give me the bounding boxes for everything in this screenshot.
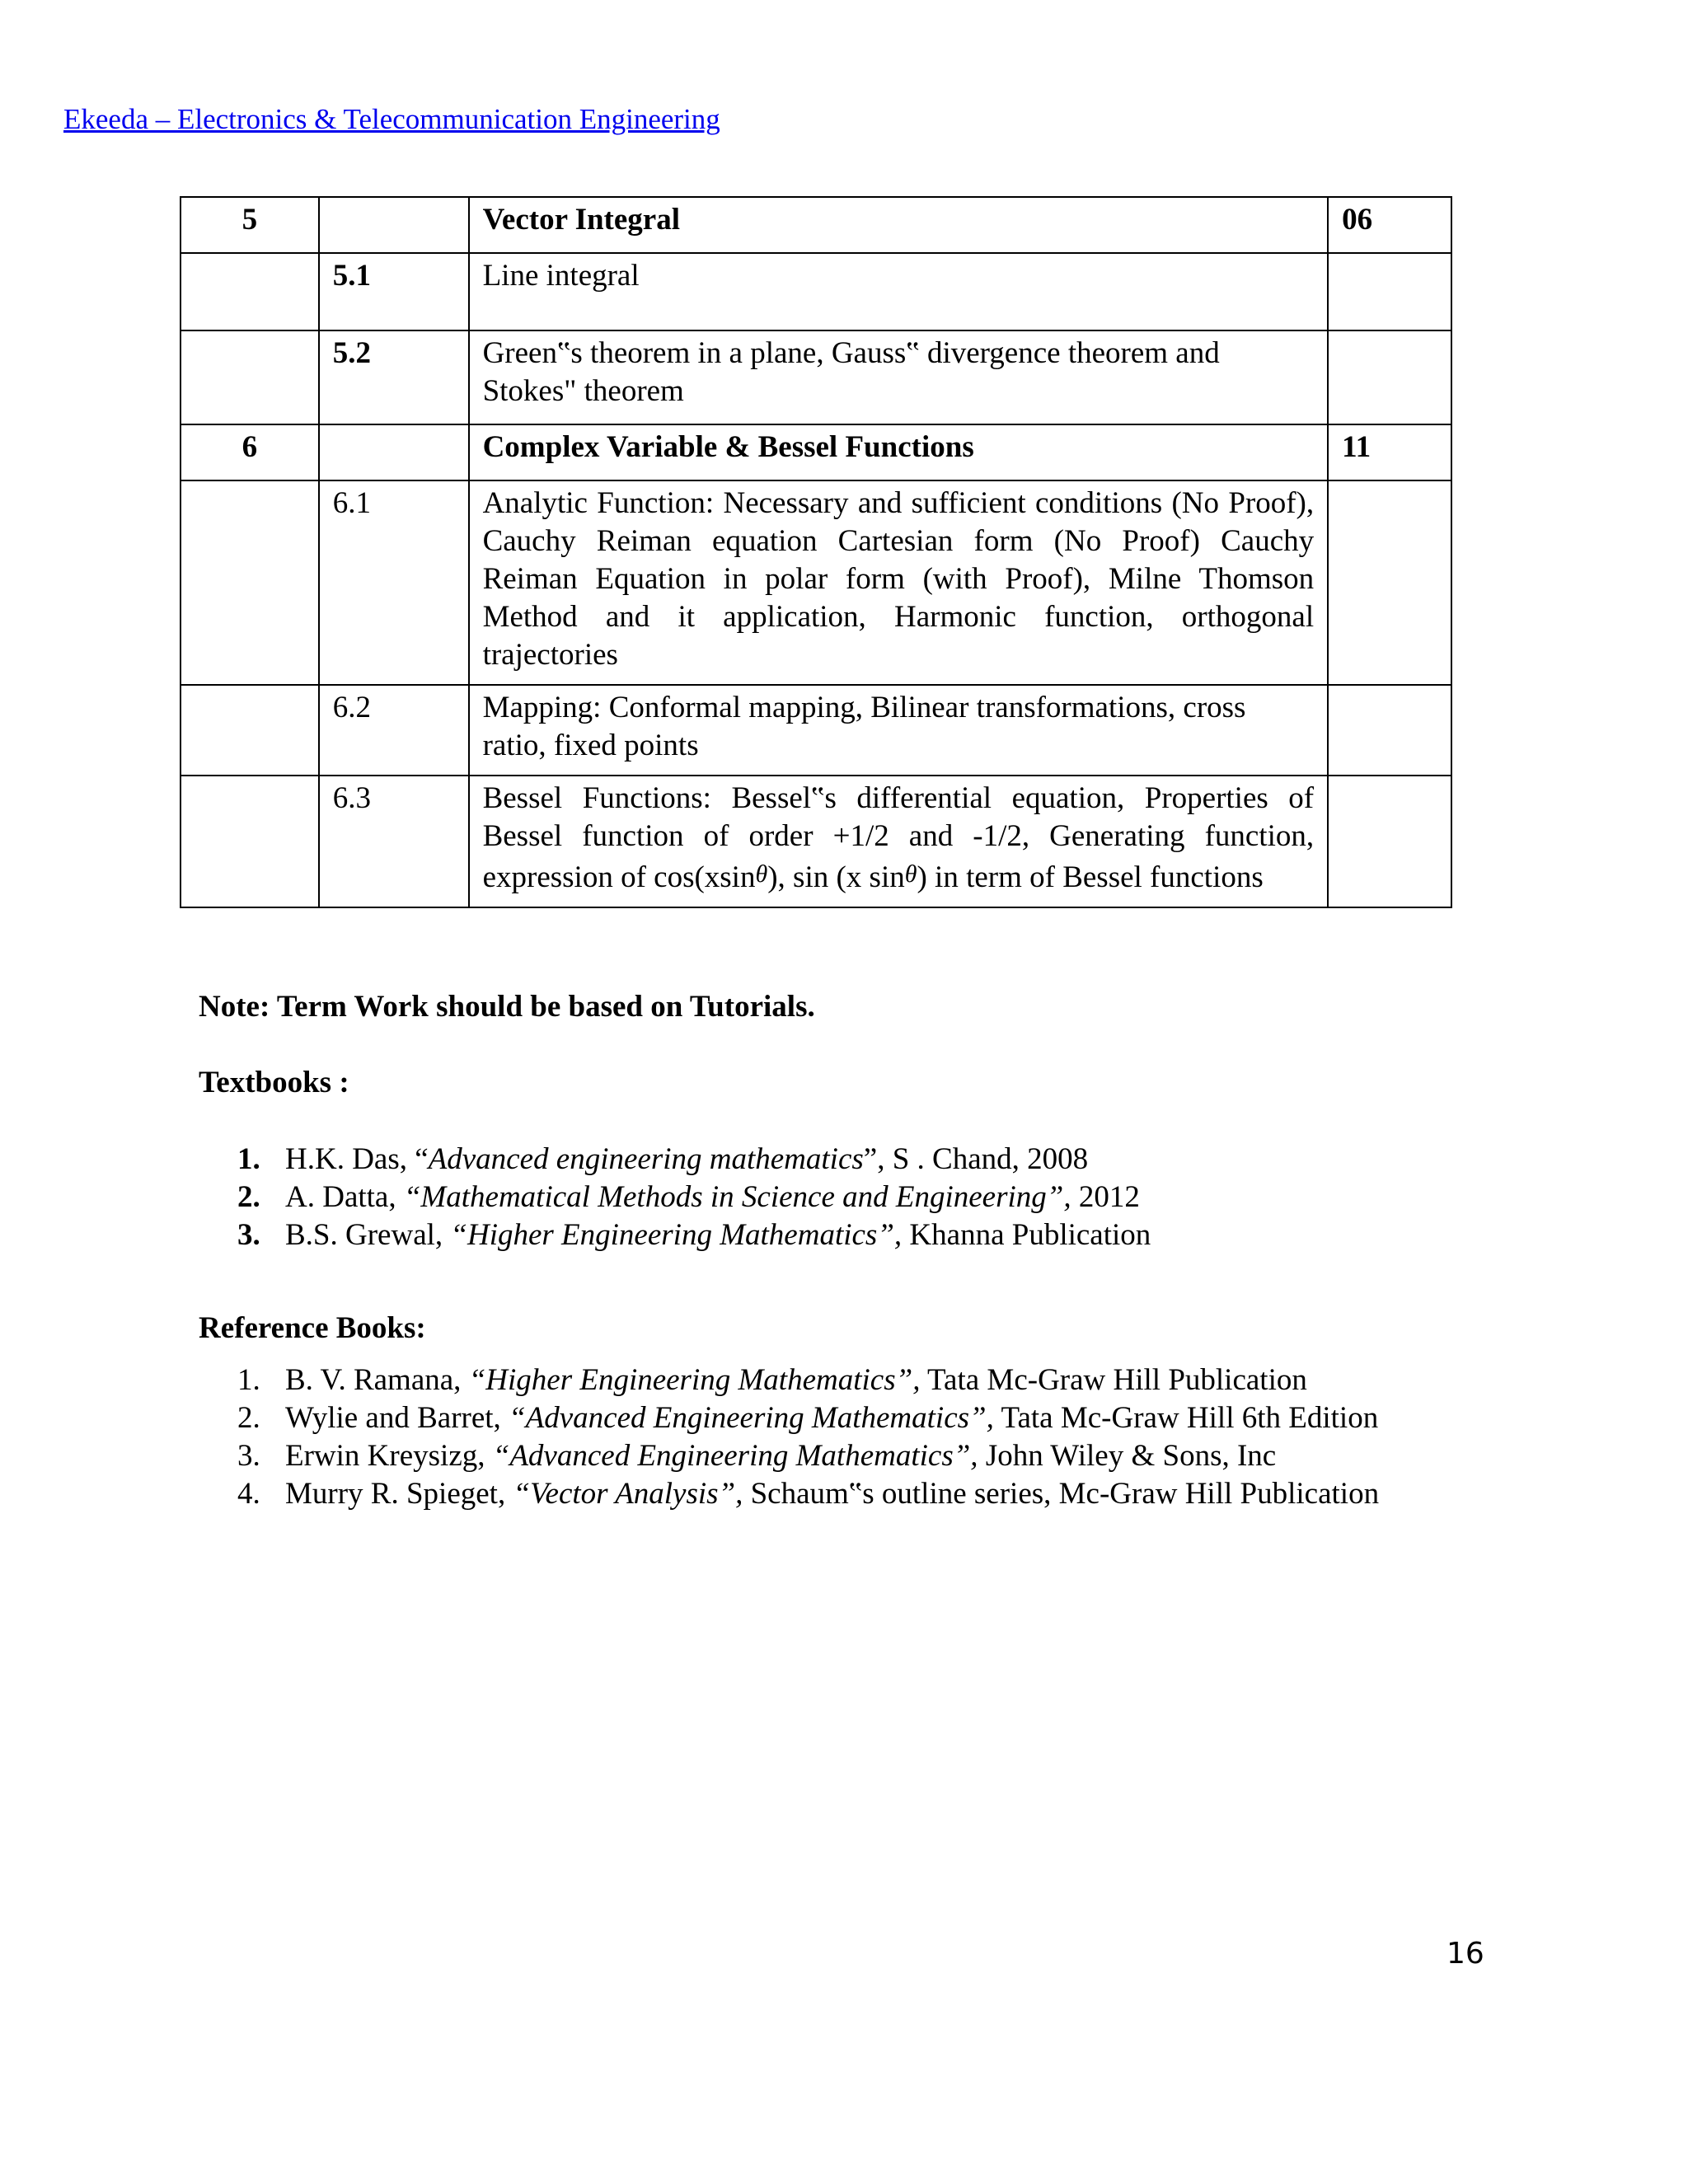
table-row [181, 480, 1451, 685]
module-number [181, 776, 319, 907]
book-author: B. V. Ramana, [285, 1363, 469, 1397]
module-hours: 11 [1328, 424, 1451, 480]
book-publisher: 2012 [1071, 1180, 1140, 1214]
sub-number [319, 424, 469, 480]
item-number: 2. [237, 1180, 260, 1214]
book-author: B.S. Grewal, [285, 1218, 451, 1252]
sub-number: 5.2 [319, 330, 469, 424]
topic-content: Green‟s theorem in a plane, Gauss‟ divergence theorem and Stokes" theorem [469, 330, 1329, 424]
book-publisher: Schaum‟s outline series, Mc-Graw Hill Publication [743, 1477, 1380, 1511]
module-hours [1328, 685, 1451, 776]
term-work-note: Note: Term Work should be based on Tutorials. [199, 990, 815, 1024]
page-number: 16 [1447, 1937, 1484, 1971]
module-hours [1328, 330, 1451, 424]
book-author: Murry R. Spieget, [285, 1477, 513, 1511]
table-row [181, 776, 1451, 907]
module-number: 6 [181, 424, 319, 480]
topic-content: Mapping: Conformal mapping, Bilinear transformations, cross ratio, fixed points [469, 685, 1329, 776]
sub-number: 6.2 [319, 685, 469, 776]
module-number [181, 330, 319, 424]
item-number: 1. [237, 1363, 260, 1397]
list-item [237, 1437, 1379, 1475]
topic-content: Line integral [469, 253, 1329, 330]
book-publisher: Tata Mc-Graw Hill 6th Edition [993, 1401, 1379, 1435]
module-title: Complex Variable & Bessel Functions [469, 424, 1329, 480]
book-title: “Higher Engineering Mathematics”, [450, 1218, 903, 1252]
module-number [181, 253, 319, 330]
book-title: “Advanced Engineering Mathematics”, [492, 1439, 978, 1473]
module-hours: 06 [1328, 197, 1451, 253]
bessel-text-part: ), sin (x sin [767, 860, 905, 894]
reference-books-heading: Reference Books: [199, 1311, 426, 1345]
list-item [237, 1475, 1379, 1513]
syllabus-table [180, 196, 1452, 908]
book-title: “Vector Analysis”, [513, 1477, 743, 1511]
module-title: Vector Integral [469, 197, 1329, 253]
book-publisher: John Wiley & Sons, Inc [978, 1439, 1277, 1473]
topic-content [469, 776, 1329, 907]
book-author: H.K. Das, “ [285, 1142, 429, 1176]
module-hours [1328, 480, 1451, 685]
module-hours [1328, 253, 1451, 330]
list-item [237, 1179, 1151, 1216]
item-number: 3. [237, 1439, 260, 1473]
sub-number: 6.3 [319, 776, 469, 907]
book-title: “Higher Engineering Mathematics”, [468, 1363, 921, 1397]
book-title: “Advanced Engineering Mathematics”, [509, 1401, 994, 1435]
book-publisher: ”, S . Chand, 2008 [863, 1142, 1089, 1176]
table-row [181, 197, 1451, 253]
textbooks-heading: Textbooks : [199, 1066, 349, 1099]
list-item [237, 1361, 1379, 1399]
module-number [181, 480, 319, 685]
topic-content: Analytic Function: Necessary and sufficient conditions (No Proof), Cauchy Reiman equation Cartesian form (No Proof) Cauchy Reiman Equation in polar form (with Proof), Milne Thomson Method and it application, Harmonic function, orthogonal trajectories [469, 480, 1329, 685]
item-number: 1. [237, 1142, 260, 1176]
reference-books-list [237, 1361, 1379, 1513]
table-row [181, 330, 1451, 424]
theta-symbol: θ [904, 860, 917, 888]
sub-number: 5.1 [319, 253, 469, 330]
book-author: Wylie and Barret, [285, 1401, 509, 1435]
table-row [181, 685, 1451, 776]
book-publisher: Tata Mc-Graw Hill Publication [920, 1363, 1307, 1397]
book-publisher: Khanna Publication [902, 1218, 1151, 1252]
theta-symbol: θ [755, 860, 768, 888]
module-hours [1328, 776, 1451, 907]
list-item [237, 1399, 1379, 1437]
item-number: 4. [237, 1477, 260, 1511]
bessel-text-part: ) in term of Bessel functions [917, 860, 1264, 894]
header-link[interactable]: Ekeeda – Electronics & Telecommunication Engineering [63, 103, 720, 135]
table-row [181, 253, 1451, 330]
sub-number [319, 197, 469, 253]
bessel-text-part: Bessel Functions: Bessel‟s differential equation, Properties of Bessel function of order +1/2 and -1/2, Generating function, expression of cos(xsin [482, 781, 1315, 894]
book-author: A. Datta, [285, 1180, 404, 1214]
textbooks-list [237, 1141, 1151, 1254]
table-row [181, 424, 1451, 480]
module-number: 5 [181, 197, 319, 253]
module-number [181, 685, 319, 776]
item-number: 2. [237, 1401, 260, 1435]
list-item [237, 1141, 1151, 1179]
book-title: “Mathematical Methods in Science and Engineering”, [403, 1180, 1071, 1214]
book-title: Advanced engineering mathematics [428, 1142, 864, 1176]
book-author: Erwin Kreysizg, [285, 1439, 493, 1473]
sub-number: 6.1 [319, 480, 469, 685]
item-number: 3. [237, 1218, 260, 1252]
list-item [237, 1216, 1151, 1254]
